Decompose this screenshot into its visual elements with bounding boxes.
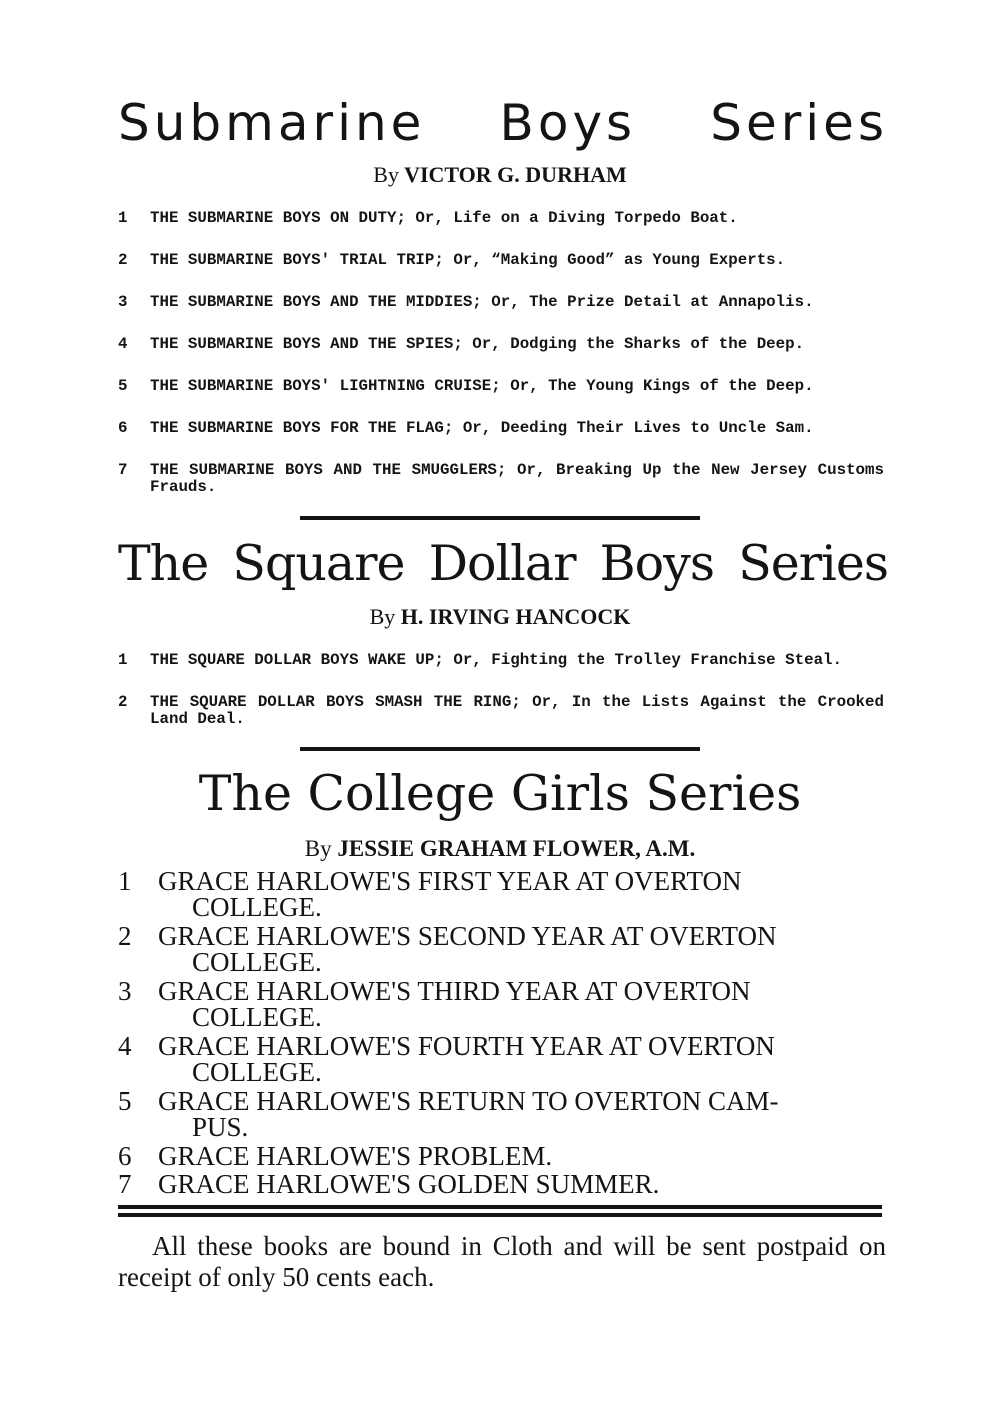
book-entry [118,923,882,978]
byline-prefix: By [304,836,332,861]
book-title-continued: PUS. [192,1112,249,1142]
book-title: GRACE HARLOWE'S SECOND YEAR AT OVERTON [158,921,777,951]
book-number: 4 [118,335,128,353]
book-title: THE SUBMARINE BOYS FOR THE FLAG; Or, Deeding Their Lives to Uncle Sam. [150,419,814,437]
book-number: 3 [118,976,132,1006]
book-number: 4 [118,1031,132,1061]
footer-note: All these books are bound in Cloth and will be sent postpaid on receipt of only 50 cents each. [118,1231,886,1292]
book-title: GRACE HARLOWE'S PROBLEM. [158,1141,553,1171]
book-entry [118,462,884,504]
book-entry [118,336,884,378]
book-list-submarine-boys [118,210,884,504]
book-number: 6 [118,419,128,437]
author-byline-flower [0,836,1000,862]
book-entry [118,420,884,462]
author-name: VICTOR G. DURHAM [404,162,627,187]
book-title: THE SQUARE DOLLAR BOYS SMASH THE RING; Or, In the Lists Against the Crooked Land Deal. [150,693,884,728]
book-title: THE SUBMARINE BOYS' LIGHTNING CRUISE; Or, The Young Kings of the Deep. [150,377,814,395]
book-entry [118,294,884,336]
book-entry [118,378,884,420]
book-list-square-dollar-boys [118,652,884,736]
book-title-continued: COLLEGE. [192,1002,322,1032]
book-entry [118,868,882,923]
book-entry [118,1088,882,1143]
byline-prefix: By [373,162,399,187]
book-list-college-girls [118,868,882,1199]
book-title: THE SUBMARINE BOYS AND THE SMUGGLERS; Or, Breaking Up the New Jersey Customs Frauds. [150,461,884,496]
book-title: THE SUBMARINE BOYS' TRIAL TRIP; Or, “Making Good” as Young Experts. [150,251,786,269]
book-title-continued: COLLEGE. [192,947,322,977]
book-number: 2 [118,251,128,269]
book-entry [118,1171,882,1199]
book-title: THE SUBMARINE BOYS ON DUTY; Or, Life on a Diving Torpedo Boat. [150,209,738,227]
book-entry [118,252,884,294]
book-entry [118,978,882,1033]
book-title: GRACE HARLOWE'S FIRST YEAR AT OVERTON [158,866,742,896]
book-entry [118,1143,882,1171]
book-entry [118,652,884,694]
book-number: 7 [118,461,128,479]
author-name: H. IRVING HANCOCK [400,604,631,629]
book-title: THE SUBMARINE BOYS AND THE SPIES; Or, Dodging the Sharks of the Deep. [150,335,805,353]
book-title: GRACE HARLOWE'S GOLDEN SUMMER. [158,1169,660,1199]
book-number: 7 [118,1169,132,1199]
book-title-continued: COLLEGE. [192,1057,322,1087]
series-title-college-girls: The College Girls Series [198,765,802,822]
author-byline-durham [0,162,1000,188]
series-title-submarine-boys: Submarine Boys Series [118,94,888,152]
section-divider [300,747,700,751]
book-number: 1 [118,209,128,227]
book-title: GRACE HARLOWE'S RETURN TO OVERTON CAM- [158,1086,779,1116]
book-title: THE SUBMARINE BOYS AND THE MIDDIES; Or, The Prize Detail at Annapolis. [150,293,814,311]
book-title: GRACE HARLOWE'S THIRD YEAR AT OVERTON [158,976,751,1006]
book-number: 1 [118,651,128,669]
series-title-square-dollar-boys: The Square Dollar Boys Series [118,535,888,592]
section-divider [300,516,700,520]
book-number: 5 [118,1086,132,1116]
book-number: 3 [118,293,128,311]
book-title: THE SQUARE DOLLAR BOYS WAKE UP; Or, Fighting the Trolley Franchise Steal. [150,651,843,669]
book-entry [118,210,884,252]
book-title-continued: COLLEGE. [192,892,322,922]
author-name: JESSIE GRAHAM FLOWER, A.M. [337,836,696,861]
book-number: 2 [118,693,128,711]
author-byline-hancock [0,604,1000,630]
book-number: 1 [118,866,132,896]
book-title: GRACE HARLOWE'S FOURTH YEAR AT OVERTON [158,1031,775,1061]
double-rule-bottom [118,1213,882,1217]
book-number: 5 [118,377,128,395]
book-entry [118,694,884,736]
book-number: 6 [118,1141,132,1171]
double-rule-top [118,1205,882,1209]
book-entry [118,1033,882,1088]
book-number: 2 [118,921,132,951]
byline-prefix: By [369,604,396,629]
